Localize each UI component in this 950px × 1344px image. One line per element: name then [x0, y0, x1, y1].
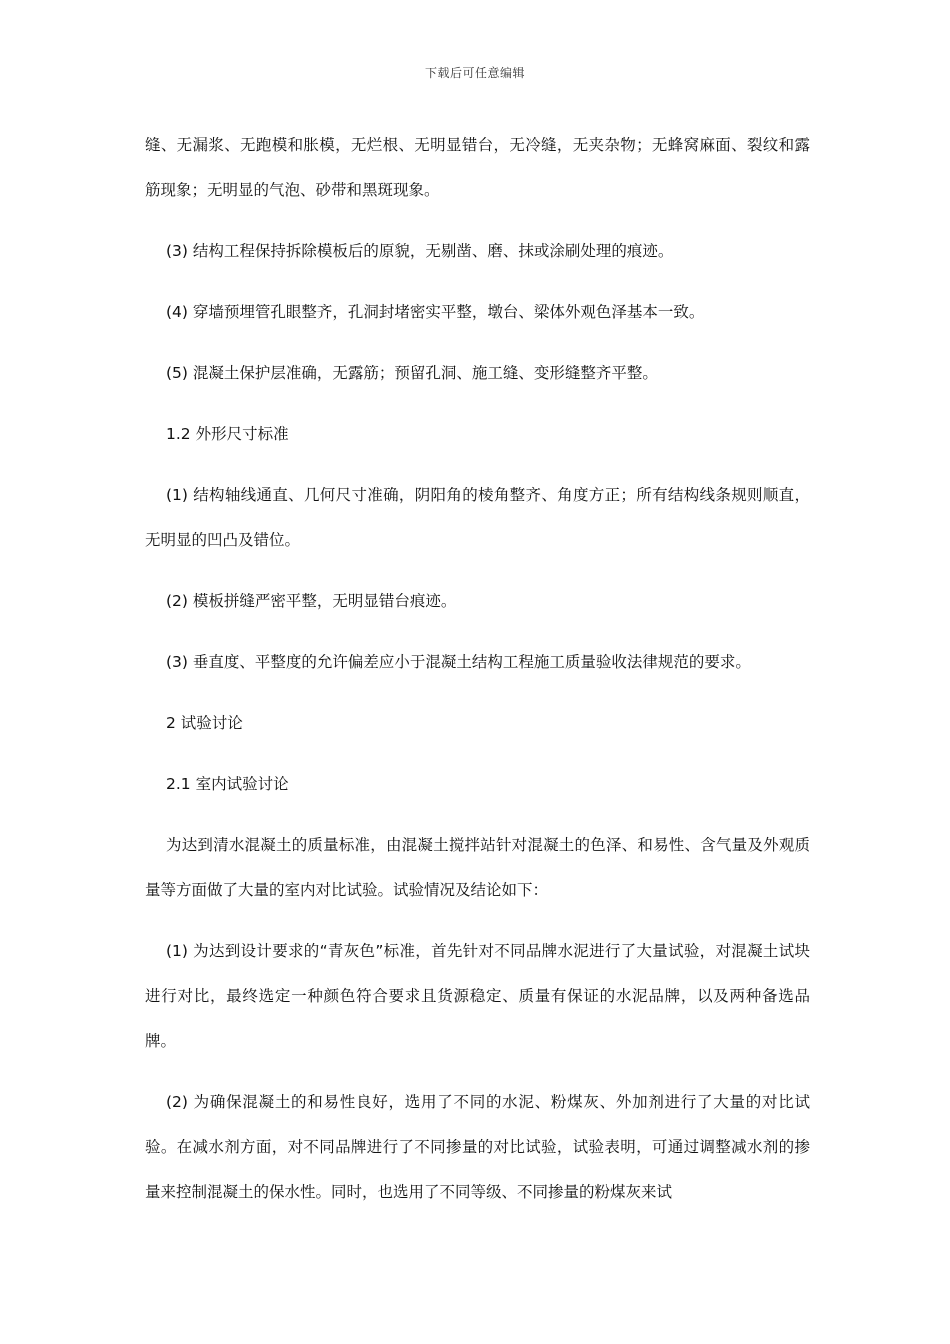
- section-heading-2: 2 试验讨论: [166, 714, 243, 732]
- paragraph-test-1: (1) 为达到设计要求的“青灰色”标准，首先针对不同品牌水泥进行了大量试验，对混凝土试块进行对比，最终选定一种颜色符合要求且货源稳定、质量有保证的水泥品牌，以及两种备选品牌。: [145, 942, 810, 1050]
- paragraph-continuation: 缝、无漏浆、无跑模和胀模，无烂根、无明显错台，无冷缝，无夹杂物；无蜂窝麻面、裂纹和露筋现象；无明显的气泡、砂带和黑斑现象。: [145, 136, 810, 199]
- paragraph-item-5: (5) 混凝土保护层准确，无露筋；预留孔洞、施工缝、变形缝整齐平整。: [166, 364, 658, 382]
- section-heading-1-2: 1.2 外形尺寸标准: [166, 425, 289, 443]
- paragraph-item-3: (3) 结构工程保持拆除模板后的原貌，无剔凿、磨、抹或涂刷处理的痕迹。: [166, 242, 674, 260]
- page-header: 下载后可任意编辑: [424, 66, 525, 80]
- paragraph-item-1: (1) 结构轴线通直、几何尺寸准确，阴阳角的棱角整齐、角度方正；所有结构线条规则顺直，无明显的凹凸及错位。: [145, 486, 810, 549]
- paragraph-item-3b: (3) 垂直度、平整度的允许偏差应小于混凝土结构工程施工质量验收法律规范的要求。: [166, 653, 751, 671]
- paragraph-intro: 为达到清水混凝土的质量标准，由混凝土搅拌站针对混凝土的色泽、和易性、含气量及外观质量等方面做了大量的室内对比试验。试验情况及结论如下：: [145, 836, 810, 899]
- paragraph-item-2: (2) 模板拼缝严密平整，无明显错台痕迹。: [166, 592, 457, 610]
- section-heading-2-1: 2.1 室内试验讨论: [166, 775, 289, 793]
- document-body: [145, 123, 810, 1215]
- paragraph-item-4: (4) 穿墙预埋管孔眼整齐，孔洞封堵密实平整，墩台、梁体外观色泽基本一致。: [166, 303, 705, 321]
- paragraph-test-2: (2) 为确保混凝土的和易性良好，选用了不同的水泥、粉煤灰、外加剂进行了大量的对比试验。在减水剂方面，对不同品牌进行了不同掺量的对比试验，试验表明，可通过调整减水剂的掺量来控制混凝土的保水性。同时，也选用了不同等级、不同掺量的粉煤灰来试: [145, 1093, 810, 1201]
